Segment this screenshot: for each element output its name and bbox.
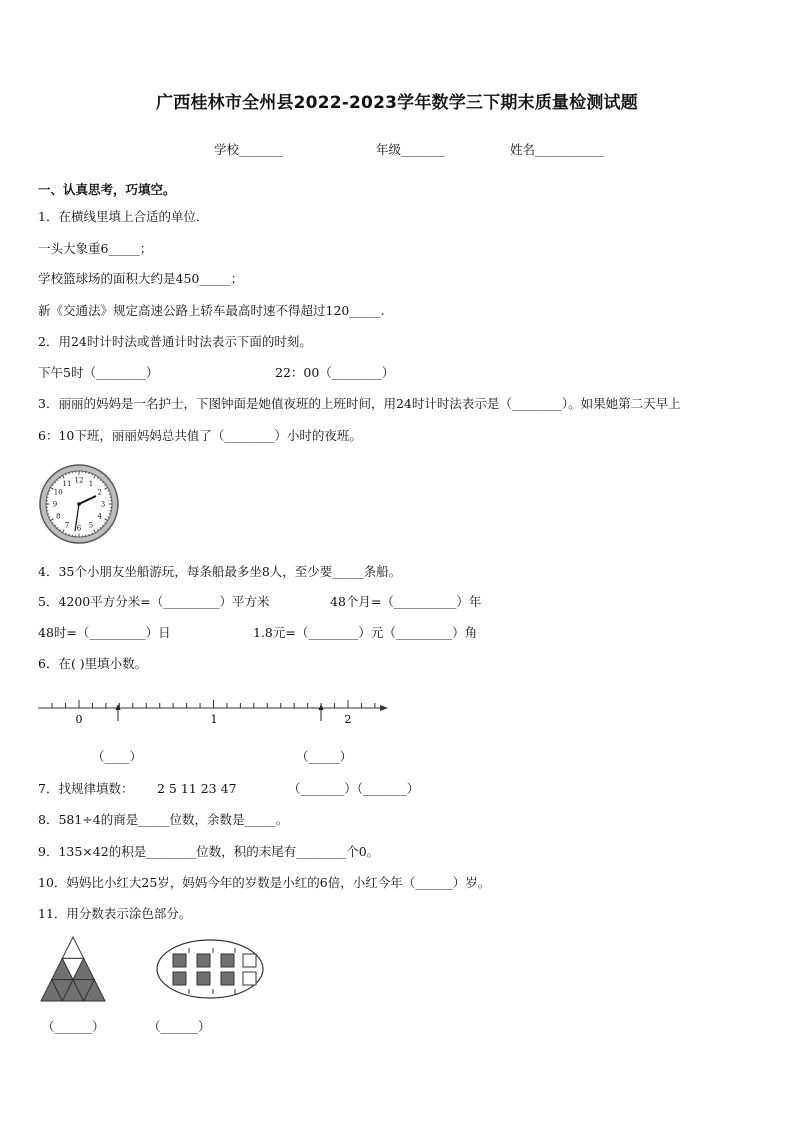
q3-line2: 6：10下班，丽丽妈妈总共值了（________）小时的夜班。 (38, 428, 362, 443)
square-cell (243, 954, 256, 967)
name-field: 姓名___________ (510, 142, 604, 157)
nl-label-1: 1 (210, 713, 218, 726)
clock-number: 8 (55, 512, 61, 521)
q6-blank-a: （____） (92, 749, 143, 764)
q5-d: 1.8元=（________）元（_________）角 (253, 625, 478, 640)
q2-b: 22：00（________） (275, 365, 395, 380)
q1-a: 一头大象重6_____； (38, 241, 153, 256)
q11-blank-b: （______） (148, 1019, 211, 1034)
q1-b: 学校篮球场的面积大约是450_____； (38, 271, 244, 286)
ellipse-figure (155, 938, 265, 1000)
q6-stem: 6．在( )里填小数。 (38, 656, 148, 671)
square-cell (221, 954, 234, 967)
q7-blanks: （_______）（_______） (288, 781, 420, 796)
clock-number: 12 (74, 476, 84, 485)
square-cell (173, 972, 186, 985)
q7-stem: 7．找规律填数： (38, 781, 134, 796)
clock-number: 10 (53, 488, 63, 497)
q11-stem: 11．用分数表示涂色部分。 (38, 906, 192, 921)
q3-line1: 3．丽丽的妈妈是一名护士，下图钟面是她值夜班的上班时间，用24时计时法表示是（________）。如果她第二天早上 (38, 396, 681, 411)
clock-number: 6 (76, 524, 82, 533)
triangle-cell (62, 937, 83, 958)
q5-c: 48时=（_________）日 (38, 625, 171, 640)
square-cell (221, 972, 234, 985)
school-field: 学校_______ (214, 142, 283, 157)
triangle-figure (40, 936, 106, 1002)
q5-b: 48个月=（__________）年 (330, 594, 482, 609)
clock-number: 7 (64, 521, 70, 530)
nl-label-0: 0 (75, 713, 83, 726)
q10: 10．妈妈比小红大25岁，妈妈今年的岁数是小红的6倍，小红今年（______）岁。 (38, 875, 491, 890)
clock-number: 3 (100, 500, 106, 509)
q1-stem: 1．在横线里填上合适的单位． (38, 209, 209, 224)
clock-number: 9 (52, 500, 58, 509)
square-cell (173, 954, 186, 967)
clock-number: 11 (62, 479, 72, 488)
q7-sequence: 2 5 11 23 47 (157, 781, 237, 796)
clock-number: 1 (88, 479, 94, 488)
clock-number: 2 (97, 488, 103, 497)
square-cell (243, 972, 256, 985)
grade-field: 年级_______ (376, 142, 445, 157)
clock-number: 5 (88, 521, 94, 530)
q6-blank-b: （_____） (296, 749, 353, 764)
q9: 9．135×42的积是________位数，积的末尾有________个0。 (38, 844, 380, 859)
clock-figure (38, 463, 120, 545)
section-heading: 一、认真思考，巧填空。 (38, 182, 176, 197)
q2-stem: 2．用24时计时法或普通计时法表示下面的时刻。 (38, 334, 312, 349)
clock-number: 4 (97, 512, 103, 521)
q8: 8．581÷4的商是_____位数，余数是_____。 (38, 812, 289, 827)
q5-a: 5．4200平方分米=（_________）平方米 (38, 594, 270, 609)
square-cell (197, 954, 210, 967)
nl-label-2: 2 (344, 713, 352, 726)
q2-a: 下午5时（________） (38, 365, 159, 380)
q4: 4．35个小朋友坐船游玩，每条船最多坐8人，至少要_____条船。 (38, 564, 402, 579)
number-line (36, 696, 392, 728)
square-cell (197, 972, 210, 985)
q1-c: 新《交通法》规定高速公路上轿车最高时速不得超过120_____. (38, 303, 385, 318)
q11-blank-a: （______） (42, 1019, 105, 1034)
page-title: 广西桂林市全州县2022-2023学年数学三下期末质量检测试题 (156, 93, 638, 113)
